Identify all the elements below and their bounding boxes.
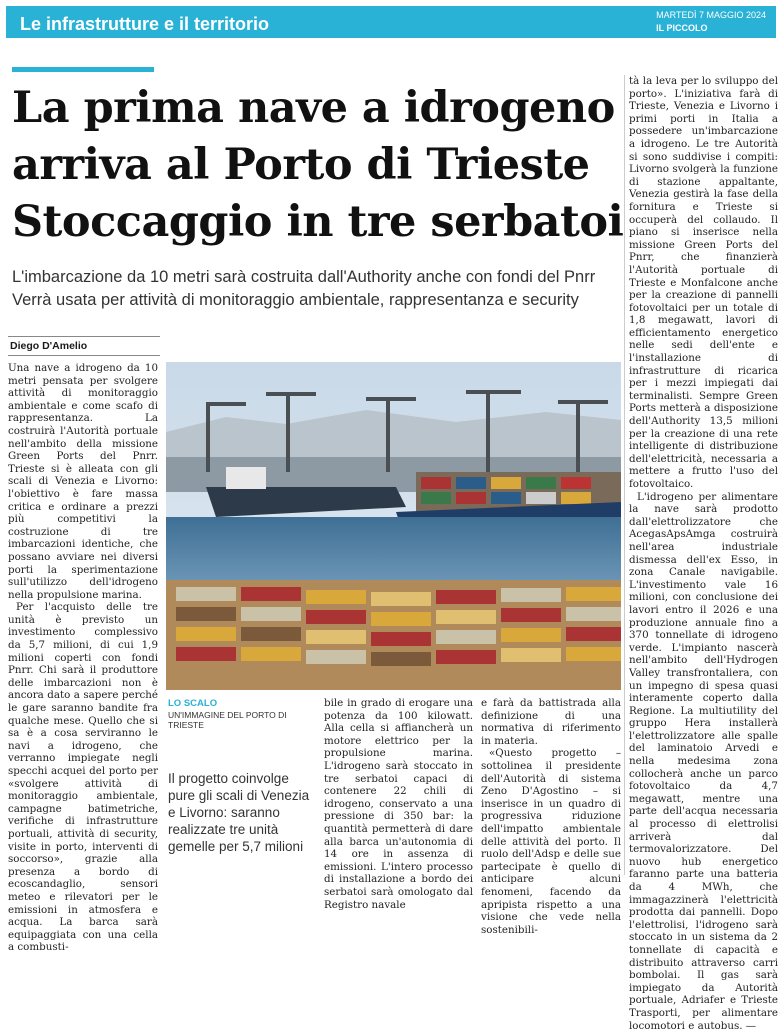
paragraph: L'idrogeno per alimentare la nave sarà prodotto dall'elettrolizzatore che AcegasApsAmga costruirà nell'area industriale dismessa dell'ex Esso, in zona Canale navigabile. L'investimento vale 16 milioni, con conclusione dei lavori entro il 2026 e una produzione annuale fino a 370 tonnellate di idrogeno verde. L'impianto nascerà nell'ambito dell'Hydrogen Valley transfrontaliera, con un impegno di spesa quasi interamente coperto dalla Regione. La multiutility del gruppo Hera installerà l'elettrolizzatore alle spalle del laminatoio Arvedi e nella medesima zona collocherà anche un parco fotovoltaico da 4,7 megawatt, mentre una parte dell'acqua necessaria al processo di elettrolisi arriverà dal termovalorizzatore. Del nuovo hub energetico faranno parte una batteria da 4 MWh, che immagazzinerà l'elettricità prodotta dai pannelli. Dopo l'elettrolisi, l'idrogeno sarà stoccato in un sistema da 2 tonnellate di capacità e distribuito attraverso carri bombolai. Il gas sarà impiegato da Autorità portuale, Adriafer e Trieste Trasporti, per alimentare locomotori e autobus. — [629, 490, 778, 1032]
pull-quote: Il progetto coinvolge pure gli scali di Venezia e Livorno: saranno realizzate tre unità gemelle per 5,7 milioni [168, 771, 310, 854]
author-byline: Diego D'Amelio [8, 336, 160, 356]
paragraph: bile in grado di erogare una potenza da 100 kilowatt. Alla cella si affiancherà un motore elettrico per la propulsione marina. L'idrogeno sarà stoccato in tre serbatoi capaci di contenere 22 chili di idrogeno, conservato a una pressione di 350 bar: la quantità permetterà di dare alla barca un'autonomia di 14 ore in assenza di emissioni. L'intero processo di installazione a bordo dei serbatoi sarà omologato dal Registro navale [324, 697, 473, 911]
paragraph: e farà da battistrada alla definizione di una normativa di riferimento in materia. [481, 697, 621, 747]
issue-date: MARTEDÌ 7 MAGGIO 2024 [656, 10, 766, 20]
headline-line: Stoccaggio in tre serbatoi [12, 197, 624, 247]
photo-caption-title: LO SCALO [168, 698, 218, 709]
subheadline [12, 266, 622, 312]
paragraph: «Questo progetto – sottolinea il presidente dell'Autorità di sistema Zeno D'Agostino – si inserisce in un quadro di progressiva riduzione dell'impatto ambientale delle attività del porto. Il ruolo dell'Adsp e delle sue partecipate è quello di anticipare alcuni fenomeni, facendo da apripista rispetto a una visione che vede nella sostenibili- [481, 747, 621, 936]
newspaper-name: IL PICCOLO [656, 23, 708, 33]
section-title: Le infrastrutture e il territorio [20, 14, 270, 34]
headline-line: La prima nave a idrogeno [12, 83, 615, 133]
article-column-5 [629, 75, 778, 1032]
photo-caption-text: UN'IMMAGINE DEL PORTO DI TRIESTE [168, 710, 287, 730]
column-divider [624, 75, 625, 875]
accent-rule [12, 67, 154, 72]
article-column-4 [481, 697, 621, 936]
article-column-1 [8, 362, 158, 954]
paragraph: tà la leva per lo sviluppo del porto». L'iniziativa farà di Trieste, Venezia e Livorno i primi porti in Italia a possedere un'imbarcazione a idrogeno. Le tre Autorità si sono suddivise i compiti: Livorno svolgerà la funzione di stazione appaltante, Venezia gestirà la fase della fornitura e Trieste si occuperà del collaudo. Il piano si inserisce nella missione Green Ports del Pnrr, che finanzierà l'Autorità portuale di Trieste e Monfalcone anche per la creazione di pannelli fotovoltaici per un totale di 1,8 megawatt, lavori di efficientamento energetico nelle sedi dell'ente e l'installazione di infrastrutture di ricarica per i mezzi impiegati dai terminalisti. Sempre Green Ports metterà a disposizione dell'Authority 13,5 milioni per la creazione di una rete intelligente di distribuzione dell'elettricità, necessaria a mettere a frutto l'uso del fotovoltaico. [629, 75, 778, 490]
issue-meta [656, 9, 766, 35]
paragraph: Una nave a idrogeno da 10 metri pensata per svolgere attività di monitoraggio ambientale e come scafo di rappresentanza. La costruirà l'Autorità portuale nell'ambito della missione Green Ports del Pnrr. Trieste si è alleata con gli scali di Venezia e Livorno: l'obiettivo è fare massa critica e ordinare a prezzi più competitivi la costruzione di tre imbarcazioni identiche, che possano avviare nei diversi porti la sperimentazione sull'utilizzo dell'idrogeno nella propulsione marina. [8, 362, 158, 601]
subhead-line: L'imbarcazione da 10 metri sarà costruita dall'Authority anche con fondi del Pnrr [12, 268, 596, 286]
subhead-line: Verrà usata per attività di monitoraggio ambientale, rappresentanza e security [12, 291, 579, 309]
article-column-3 [324, 697, 473, 911]
headline [12, 80, 622, 251]
paragraph: Per l'acquisto delle tre unità è previsto un investimento complessivo da 5,7 milioni, di cui 1,9 milioni coperti con fondi Pnrr. Chi sarà il produttore delle imbarcazioni non è ancora dato a sapere perché le gare saranno bandite fra qualche mese. Quello che si sa è a cosa serviranno le navi a idrogeno, che verranno impiegate negli specchi acquei del porto per «svolgere attività di monitoraggio ambientale, campagne batimetriche, verifiche di infrastrutture portuali, attività di security, visite in porto, interventi di soccorso», grazie alla presenza a bordo di ecoscandaglio, sensori meteo e rilevatori per le emissioni in atmosfera e acqua. La barca sarà equipaggiata con una cella a combusti- [8, 601, 158, 954]
port-photo-icon [166, 362, 621, 690]
headline-line: arriva al Porto di Trieste [12, 140, 590, 190]
section-header-band [6, 6, 776, 38]
